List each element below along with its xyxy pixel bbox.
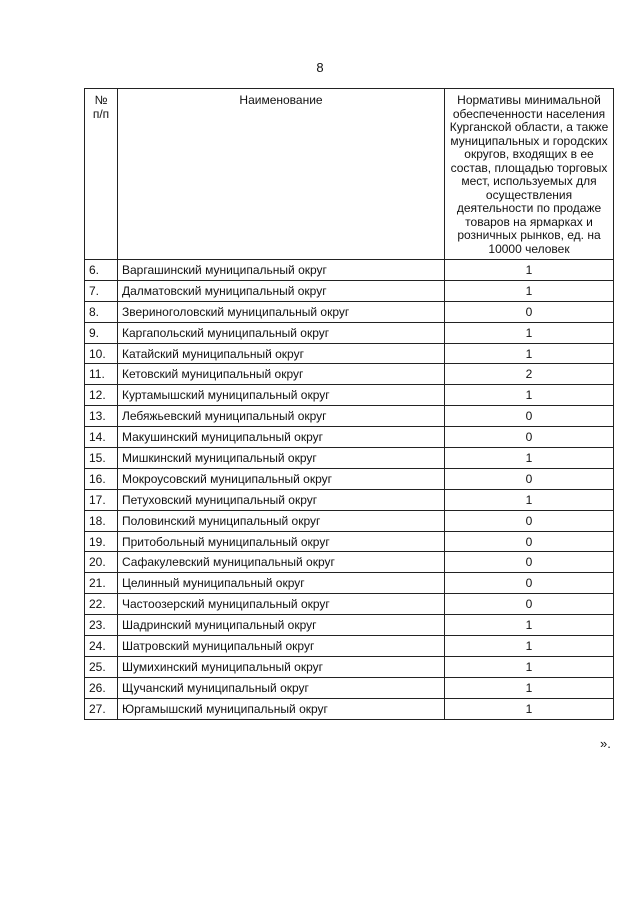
row-value: 0 [445, 531, 614, 552]
row-name: Целинный муниципальный округ [118, 573, 445, 594]
row-name: Щучанский муниципальный округ [118, 677, 445, 698]
row-number: 9. [85, 322, 118, 343]
row-name: Лебяжьевский муниципальный округ [118, 406, 445, 427]
row-value: 0 [445, 468, 614, 489]
row-number: 17. [85, 489, 118, 510]
header-norm: Нормативы минимальной обеспеченности населения Курганской области, а также муниципальных и городских округов, входящих в ее состав, площадью торговых мест, используемых для осуществления деятельности по продаже товаров на ярмарках и розничных рынков, ед. на 10000 человек [445, 89, 614, 260]
row-number: 11. [85, 364, 118, 385]
row-number: 24. [85, 636, 118, 657]
closing-quote-mark: ». [600, 736, 611, 751]
row-value: 1 [445, 698, 614, 719]
row-name: Сафакулевский муниципальный округ [118, 552, 445, 573]
table-row [85, 364, 614, 385]
row-value: 0 [445, 510, 614, 531]
row-name: Юргамышский муниципальный округ [118, 698, 445, 719]
table-row [85, 510, 614, 531]
row-number: 20. [85, 552, 118, 573]
row-number: 13. [85, 406, 118, 427]
row-number: 7. [85, 280, 118, 301]
row-value: 1 [445, 448, 614, 469]
row-name: Кетовский муниципальный округ [118, 364, 445, 385]
header-name: Наименование [118, 89, 445, 260]
row-value: 0 [445, 552, 614, 573]
table-row [85, 594, 614, 615]
row-name: Куртамышский муниципальный округ [118, 385, 445, 406]
row-name: Шадринский муниципальный округ [118, 615, 445, 636]
table-row [85, 427, 614, 448]
row-value: 0 [445, 594, 614, 615]
table-row [85, 406, 614, 427]
row-number: 22. [85, 594, 118, 615]
row-value: 1 [445, 280, 614, 301]
row-name: Макушинский муниципальный округ [118, 427, 445, 448]
table-row [85, 301, 614, 322]
row-number: 16. [85, 468, 118, 489]
row-number: 12. [85, 385, 118, 406]
row-name: Мишкинский муниципальный округ [118, 448, 445, 469]
table-row [85, 552, 614, 573]
header-number [85, 89, 118, 260]
row-value: 0 [445, 406, 614, 427]
row-name: Частоозерский муниципальный округ [118, 594, 445, 615]
table-row [85, 322, 614, 343]
table-row [85, 698, 614, 719]
row-value: 2 [445, 364, 614, 385]
row-name: Шумихинский муниципальный округ [118, 656, 445, 677]
row-number: 8. [85, 301, 118, 322]
row-value: 0 [445, 427, 614, 448]
table-row [85, 677, 614, 698]
table-row [85, 489, 614, 510]
row-name: Варгашинский муниципальный округ [118, 260, 445, 281]
norms-table [84, 88, 614, 720]
row-name: Звериноголовский муниципальный округ [118, 301, 445, 322]
row-value: 1 [445, 322, 614, 343]
row-number: 27. [85, 698, 118, 719]
table-row [85, 531, 614, 552]
table-row [85, 343, 614, 364]
row-name: Мокроусовский муниципальный округ [118, 468, 445, 489]
header-number-text: № п/п [92, 93, 110, 121]
table-row [85, 280, 614, 301]
row-number: 15. [85, 448, 118, 469]
row-value: 1 [445, 677, 614, 698]
row-number: 26. [85, 677, 118, 698]
table-row [85, 636, 614, 657]
table-row [85, 656, 614, 677]
row-value: 1 [445, 656, 614, 677]
table-header-row [85, 89, 614, 260]
table-row [85, 573, 614, 594]
table-row [85, 468, 614, 489]
row-value: 0 [445, 301, 614, 322]
row-number: 25. [85, 656, 118, 677]
row-value: 1 [445, 260, 614, 281]
row-value: 1 [445, 343, 614, 364]
row-name: Далматовский муниципальный округ [118, 280, 445, 301]
row-value: 1 [445, 489, 614, 510]
row-number: 21. [85, 573, 118, 594]
row-number: 10. [85, 343, 118, 364]
row-number: 18. [85, 510, 118, 531]
table-body [85, 260, 614, 720]
row-name: Половинский муниципальный округ [118, 510, 445, 531]
table-row [85, 448, 614, 469]
row-number: 19. [85, 531, 118, 552]
row-value: 0 [445, 573, 614, 594]
row-value: 1 [445, 615, 614, 636]
row-name: Катайский муниципальный округ [118, 343, 445, 364]
row-value: 1 [445, 636, 614, 657]
row-value: 1 [445, 385, 614, 406]
row-name: Шатровский муниципальный округ [118, 636, 445, 657]
row-number: 6. [85, 260, 118, 281]
row-number: 23. [85, 615, 118, 636]
table-row [85, 260, 614, 281]
row-name: Притобольный муниципальный округ [118, 531, 445, 552]
table-row [85, 385, 614, 406]
row-name: Каргапольский муниципальный округ [118, 322, 445, 343]
page-number: 8 [316, 60, 324, 75]
row-name: Петуховский муниципальный округ [118, 489, 445, 510]
row-number: 14. [85, 427, 118, 448]
table-row [85, 615, 614, 636]
